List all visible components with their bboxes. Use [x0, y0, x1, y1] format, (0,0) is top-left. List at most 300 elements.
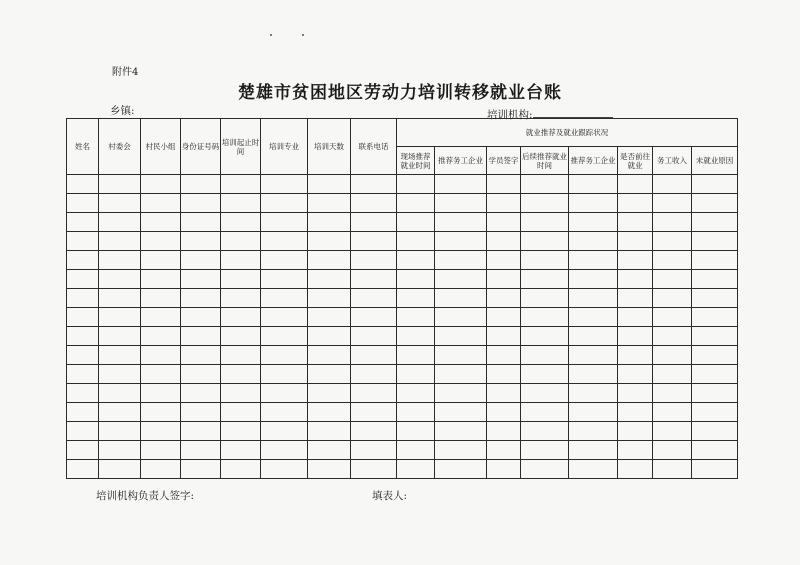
table-cell[interactable] [181, 270, 221, 289]
table-cell[interactable] [397, 232, 435, 251]
table-cell[interactable] [141, 346, 181, 365]
table-cell[interactable] [67, 175, 99, 194]
table-cell[interactable] [521, 327, 569, 346]
table-cell[interactable] [653, 289, 692, 308]
table-row [67, 346, 738, 365]
table-cell[interactable] [141, 460, 181, 479]
table-cell[interactable] [99, 213, 141, 232]
table-cell[interactable] [67, 270, 99, 289]
table-cell[interactable] [487, 194, 521, 213]
signature-field: 培训机构负责人签字: [96, 490, 195, 502]
table-cell[interactable] [521, 232, 569, 251]
table-cell[interactable] [181, 460, 221, 479]
col-header: 培训专业 [261, 119, 308, 175]
table-cell[interactable] [487, 251, 521, 270]
table-cell[interactable] [351, 232, 397, 251]
table-cell[interactable] [351, 365, 397, 384]
table-cell[interactable] [181, 194, 221, 213]
table-cell[interactable] [618, 441, 653, 460]
table-cell[interactable] [487, 441, 521, 460]
table-cell[interactable] [397, 175, 435, 194]
table-cell[interactable] [569, 441, 618, 460]
table-cell[interactable] [569, 232, 618, 251]
table-cell[interactable] [692, 346, 738, 365]
table-cell[interactable] [397, 384, 435, 403]
table-cell[interactable] [397, 289, 435, 308]
table-cell[interactable] [67, 289, 99, 308]
table-cell[interactable] [569, 175, 618, 194]
col-header: 村委会 [99, 119, 141, 175]
table-cell[interactable] [521, 270, 569, 289]
table-cell[interactable] [521, 346, 569, 365]
table-cell[interactable] [569, 346, 618, 365]
table-cell[interactable] [653, 460, 692, 479]
table-cell[interactable] [435, 327, 487, 346]
table-cell[interactable] [99, 460, 141, 479]
table-cell[interactable] [261, 175, 308, 194]
table-cell[interactable] [653, 365, 692, 384]
table-row [67, 441, 738, 460]
table-cell[interactable] [653, 422, 692, 441]
table-cell[interactable] [618, 308, 653, 327]
table-cell[interactable] [221, 194, 261, 213]
table-cell[interactable] [435, 232, 487, 251]
table-cell[interactable] [67, 327, 99, 346]
table-cell[interactable] [569, 365, 618, 384]
table-cell[interactable] [261, 289, 308, 308]
sub-col-header: 现场推荐就业时间 [397, 147, 435, 175]
table-cell[interactable] [261, 441, 308, 460]
table-cell[interactable] [351, 327, 397, 346]
table-cell[interactable] [221, 175, 261, 194]
table-cell[interactable] [221, 422, 261, 441]
sub-col-header: 未就业原因 [692, 147, 738, 175]
table-cell[interactable] [521, 460, 569, 479]
table-cell[interactable] [653, 308, 692, 327]
table-cell[interactable] [692, 441, 738, 460]
table-cell[interactable] [351, 308, 397, 327]
table-cell[interactable] [181, 346, 221, 365]
table-cell[interactable] [261, 460, 308, 479]
table-cell[interactable] [487, 365, 521, 384]
table-cell[interactable] [487, 346, 521, 365]
table-cell[interactable] [435, 308, 487, 327]
table-cell[interactable] [692, 403, 738, 422]
col-header: 培训天数 [308, 119, 351, 175]
group-header: 就业推荐及就业跟踪状况 [397, 119, 738, 147]
table-cell[interactable] [99, 403, 141, 422]
table-cell[interactable] [221, 232, 261, 251]
table-cell[interactable] [221, 289, 261, 308]
table-cell[interactable] [653, 175, 692, 194]
table-cell[interactable] [99, 308, 141, 327]
table-cell[interactable] [67, 365, 99, 384]
institution-value-line [533, 107, 613, 118]
table-cell[interactable] [181, 213, 221, 232]
scan-speck [302, 34, 304, 36]
institution-label: 培训机构: [487, 109, 533, 121]
table-cell[interactable] [692, 384, 738, 403]
table-cell[interactable] [692, 213, 738, 232]
township-value-blank [135, 104, 195, 114]
table-cell[interactable] [308, 270, 351, 289]
table-cell[interactable] [618, 251, 653, 270]
table-cell[interactable] [653, 327, 692, 346]
table-cell[interactable] [692, 327, 738, 346]
table-cell[interactable] [435, 270, 487, 289]
table-cell[interactable] [67, 213, 99, 232]
table-cell[interactable] [261, 251, 308, 270]
table-cell[interactable] [221, 308, 261, 327]
table-cell[interactable] [67, 346, 99, 365]
table-cell[interactable] [618, 460, 653, 479]
table-cell[interactable] [397, 327, 435, 346]
table-cell[interactable] [521, 194, 569, 213]
table-cell[interactable] [569, 194, 618, 213]
table-cell[interactable] [141, 213, 181, 232]
table-cell[interactable] [397, 213, 435, 232]
table-cell[interactable] [521, 365, 569, 384]
table-cell[interactable] [435, 365, 487, 384]
table-cell[interactable] [308, 327, 351, 346]
table-cell[interactable] [99, 346, 141, 365]
col-header: 村民小组 [141, 119, 181, 175]
table-row [67, 270, 738, 289]
table-cell[interactable] [618, 346, 653, 365]
table-cell[interactable] [99, 422, 141, 441]
col-header: 姓名 [67, 119, 99, 175]
table-cell[interactable] [308, 194, 351, 213]
ledger-body [67, 175, 738, 479]
table-cell[interactable] [351, 384, 397, 403]
table-cell[interactable] [653, 213, 692, 232]
table-cell[interactable] [435, 460, 487, 479]
table-cell[interactable] [67, 384, 99, 403]
table-cell[interactable] [141, 327, 181, 346]
table-cell[interactable] [569, 251, 618, 270]
table-cell[interactable] [351, 346, 397, 365]
table-cell[interactable] [308, 346, 351, 365]
table-cell[interactable] [653, 441, 692, 460]
col-header: 联系电话 [351, 119, 397, 175]
table-cell[interactable] [181, 384, 221, 403]
table-cell[interactable] [692, 270, 738, 289]
table-cell[interactable] [141, 441, 181, 460]
table-cell[interactable] [99, 251, 141, 270]
table-cell[interactable] [397, 403, 435, 422]
table-cell[interactable] [397, 365, 435, 384]
table-cell[interactable] [397, 441, 435, 460]
table-cell[interactable] [653, 346, 692, 365]
table-cell[interactable] [67, 460, 99, 479]
table-cell[interactable] [221, 441, 261, 460]
table-cell[interactable] [692, 365, 738, 384]
table-cell[interactable] [435, 384, 487, 403]
table-cell[interactable] [618, 289, 653, 308]
table-cell[interactable] [221, 460, 261, 479]
table-cell[interactable] [261, 422, 308, 441]
table-cell[interactable] [308, 403, 351, 422]
table-cell[interactable] [67, 251, 99, 270]
table-cell[interactable] [141, 422, 181, 441]
ledger-table [66, 118, 738, 479]
table-cell[interactable] [653, 270, 692, 289]
table-cell[interactable] [67, 308, 99, 327]
table-cell[interactable] [308, 175, 351, 194]
table-cell[interactable] [487, 232, 521, 251]
table-cell[interactable] [351, 403, 397, 422]
table-cell[interactable] [521, 251, 569, 270]
township-field [110, 103, 195, 118]
table-cell[interactable] [618, 175, 653, 194]
scan-speck [270, 34, 272, 36]
table-cell[interactable] [435, 441, 487, 460]
table-cell[interactable] [308, 251, 351, 270]
table-cell[interactable] [397, 251, 435, 270]
table-cell[interactable] [397, 270, 435, 289]
table-cell[interactable] [618, 384, 653, 403]
table-cell[interactable] [308, 289, 351, 308]
table-cell[interactable] [261, 213, 308, 232]
table-cell[interactable] [351, 441, 397, 460]
table-cell[interactable] [67, 194, 99, 213]
table-cell[interactable] [181, 365, 221, 384]
table-cell[interactable] [351, 175, 397, 194]
table-row [67, 308, 738, 327]
table-cell[interactable] [308, 384, 351, 403]
table-cell[interactable] [435, 422, 487, 441]
table-cell[interactable] [653, 403, 692, 422]
table-cell[interactable] [521, 213, 569, 232]
table-cell[interactable] [261, 327, 308, 346]
township-label: 乡镇: [110, 105, 135, 117]
col-header: 培训起止时间 [221, 119, 261, 175]
table-cell[interactable] [181, 327, 221, 346]
table-cell[interactable] [67, 403, 99, 422]
table-cell[interactable] [221, 213, 261, 232]
table-cell[interactable] [653, 232, 692, 251]
table-cell[interactable] [487, 422, 521, 441]
table-cell[interactable] [141, 175, 181, 194]
table-cell[interactable] [487, 384, 521, 403]
table-cell[interactable] [351, 213, 397, 232]
table-cell[interactable] [435, 213, 487, 232]
table-cell[interactable] [99, 441, 141, 460]
table-cell[interactable] [397, 460, 435, 479]
table-cell[interactable] [141, 194, 181, 213]
table-cell[interactable] [141, 308, 181, 327]
table-cell[interactable] [521, 441, 569, 460]
table-cell[interactable] [618, 270, 653, 289]
table-cell[interactable] [487, 327, 521, 346]
sub-col-header: 务工收入 [653, 147, 692, 175]
table-cell[interactable] [351, 251, 397, 270]
table-cell[interactable] [141, 232, 181, 251]
table-cell[interactable] [261, 270, 308, 289]
table-row [67, 232, 738, 251]
table-cell[interactable] [569, 460, 618, 479]
table-cell[interactable] [521, 308, 569, 327]
table-cell[interactable] [308, 365, 351, 384]
table-cell[interactable] [141, 365, 181, 384]
table-cell[interactable] [569, 213, 618, 232]
table-cell[interactable] [618, 365, 653, 384]
table-cell[interactable] [351, 289, 397, 308]
table-cell[interactable] [67, 422, 99, 441]
table-cell[interactable] [397, 422, 435, 441]
table-cell[interactable] [487, 460, 521, 479]
table-row [67, 384, 738, 403]
table-cell[interactable] [141, 289, 181, 308]
sub-col-header: 学员签字 [487, 147, 521, 175]
table-cell[interactable] [99, 327, 141, 346]
table-cell[interactable] [99, 289, 141, 308]
table-cell[interactable] [181, 232, 221, 251]
table-cell[interactable] [692, 460, 738, 479]
table-cell[interactable] [261, 308, 308, 327]
table-cell[interactable] [221, 403, 261, 422]
table-cell[interactable] [521, 175, 569, 194]
table-cell[interactable] [99, 232, 141, 251]
table-cell[interactable] [397, 308, 435, 327]
table-cell[interactable] [181, 441, 221, 460]
table-cell[interactable] [261, 384, 308, 403]
table-cell[interactable] [67, 232, 99, 251]
table-cell[interactable] [308, 441, 351, 460]
table-cell[interactable] [99, 175, 141, 194]
table-cell[interactable] [692, 422, 738, 441]
page-title: 楚雄市贫困地区劳动力培训转移就业台账 [238, 83, 562, 103]
table-cell[interactable] [569, 403, 618, 422]
table-cell[interactable] [181, 422, 221, 441]
table-cell[interactable] [351, 460, 397, 479]
table-cell[interactable] [221, 384, 261, 403]
table-cell[interactable] [487, 213, 521, 232]
table-row [67, 460, 738, 479]
table-cell[interactable] [99, 194, 141, 213]
table-cell[interactable] [141, 403, 181, 422]
table-cell[interactable] [521, 289, 569, 308]
table-row [67, 365, 738, 384]
table-cell[interactable] [435, 175, 487, 194]
table-cell[interactable] [618, 327, 653, 346]
sub-col-header: 推荐务工企业 [569, 147, 618, 175]
table-cell[interactable] [67, 441, 99, 460]
table-cell[interactable] [569, 289, 618, 308]
table-cell[interactable] [653, 251, 692, 270]
table-cell[interactable] [261, 346, 308, 365]
table-cell[interactable] [618, 232, 653, 251]
table-cell[interactable] [692, 175, 738, 194]
table-cell[interactable] [435, 251, 487, 270]
table-cell[interactable] [181, 251, 221, 270]
table-cell[interactable] [692, 194, 738, 213]
table-cell[interactable] [261, 403, 308, 422]
table-cell[interactable] [692, 251, 738, 270]
table-cell[interactable] [308, 460, 351, 479]
table-cell[interactable] [351, 422, 397, 441]
table-cell[interactable] [181, 308, 221, 327]
table-cell[interactable] [618, 403, 653, 422]
table-cell[interactable] [99, 384, 141, 403]
table-cell[interactable] [569, 422, 618, 441]
table-cell[interactable] [618, 213, 653, 232]
header-row-main [67, 119, 738, 147]
table-cell[interactable] [569, 384, 618, 403]
table-cell[interactable] [397, 194, 435, 213]
table-cell[interactable] [181, 403, 221, 422]
table-cell[interactable] [141, 251, 181, 270]
table-cell[interactable] [99, 365, 141, 384]
table-cell[interactable] [221, 346, 261, 365]
table-cell[interactable] [261, 194, 308, 213]
table-cell[interactable] [653, 384, 692, 403]
table-cell[interactable] [141, 270, 181, 289]
table-cell[interactable] [181, 175, 221, 194]
table-row [67, 422, 738, 441]
table-cell[interactable] [351, 194, 397, 213]
table-cell[interactable] [521, 403, 569, 422]
table-cell[interactable] [435, 346, 487, 365]
table-cell[interactable] [618, 422, 653, 441]
table-cell[interactable] [435, 194, 487, 213]
table-cell[interactable] [487, 289, 521, 308]
table-cell[interactable] [261, 232, 308, 251]
table-cell[interactable] [221, 270, 261, 289]
table-row [67, 194, 738, 213]
table-row [67, 403, 738, 422]
table-cell[interactable] [397, 346, 435, 365]
table-row [67, 327, 738, 346]
table-cell[interactable] [221, 251, 261, 270]
table-row [67, 213, 738, 232]
table-cell[interactable] [308, 232, 351, 251]
sub-col-header: 后续推荐就业时间 [521, 147, 569, 175]
table-cell[interactable] [141, 384, 181, 403]
table-cell[interactable] [308, 422, 351, 441]
table-cell[interactable] [618, 194, 653, 213]
sub-col-header: 推荐务工企业 [435, 147, 487, 175]
filler-field: 填表人: [372, 490, 408, 502]
table-cell[interactable] [487, 308, 521, 327]
table-cell[interactable] [569, 308, 618, 327]
table-cell[interactable] [569, 327, 618, 346]
table-cell[interactable] [521, 422, 569, 441]
attachment-label: 附件4 [112, 67, 139, 78]
table-cell[interactable] [569, 270, 618, 289]
table-cell[interactable] [487, 270, 521, 289]
table-cell[interactable] [435, 403, 487, 422]
table-cell[interactable] [487, 403, 521, 422]
table-cell[interactable] [261, 365, 308, 384]
table-cell[interactable] [221, 365, 261, 384]
table-cell[interactable] [351, 270, 397, 289]
table-cell[interactable] [221, 327, 261, 346]
table-cell[interactable] [308, 213, 351, 232]
col-header: 身份证号码 [181, 119, 221, 175]
table-cell[interactable] [308, 308, 351, 327]
table-cell[interactable] [521, 384, 569, 403]
table-cell[interactable] [692, 308, 738, 327]
table-cell[interactable] [99, 270, 141, 289]
table-cell[interactable] [435, 289, 487, 308]
table-cell[interactable] [487, 175, 521, 194]
table-cell[interactable] [653, 194, 692, 213]
table-cell[interactable] [692, 289, 738, 308]
table-cell[interactable] [692, 232, 738, 251]
table-cell[interactable] [181, 289, 221, 308]
table-row [67, 175, 738, 194]
